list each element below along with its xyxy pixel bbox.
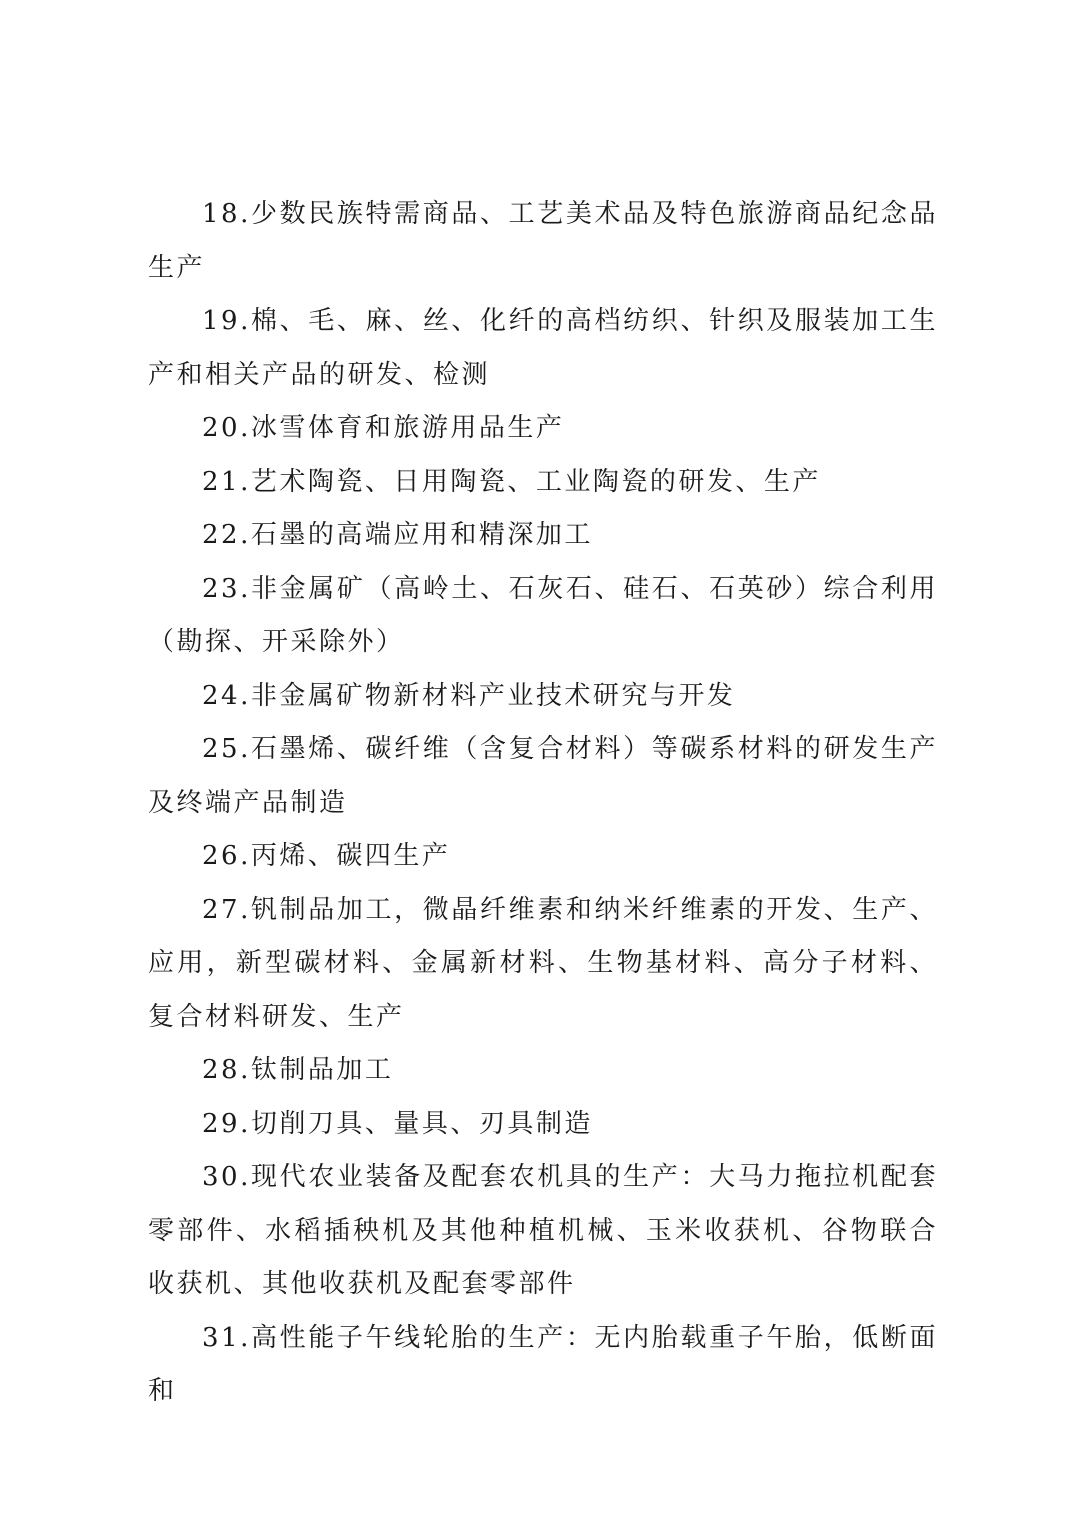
list-item: 18.少数民族特需商品、工艺美术品及特色旅游商品纪念品生产 <box>148 199 938 283</box>
list-item: 31.高性能子午线轮胎的生产：无内胎载重子午胎，低断面和 <box>148 1322 938 1406</box>
list-item: 21.艺术陶瓷、日用陶瓷、工业陶瓷的研发、生产 <box>202 466 821 497</box>
list-item: 29.切削刀具、量具、刃具制造 <box>202 1108 593 1139</box>
list-item: 23.非金属矿（高岭土、石灰石、硅石、石英砂）综合利用（勘探、开采除外） <box>148 573 938 657</box>
list-item: 28.钛制品加工 <box>202 1055 394 1085</box>
list-item: 24.非金属矿物新材料产业技术研究与开发 <box>202 680 736 711</box>
list-item: 27.钒制品加工，微晶纤维素和纳米纤维素的开发、生产、应用，新型碳材料、金属新材料、生物基材料、高分子材料、复合材料研发、生产 <box>148 894 938 1032</box>
list-item: 25.石墨烯、碳纤维（含复合材料）等碳系材料的研发生产及终端产品制造 <box>148 734 938 818</box>
list-item: 26.丙烯、碳四生产 <box>202 841 451 871</box>
document-body <box>148 188 938 1419</box>
list-item: 19.棉、毛、麻、丝、化纤的高档纺织、针织及服装加工生产和相关产品的研发、检测 <box>148 306 938 390</box>
list-item: 22.石墨的高端应用和精深加工 <box>202 520 593 550</box>
list-item: 30.现代农业装备及配套农机具的生产：大马力拖拉机配套零部件、水稻插秧机及其他种植机械、玉米收获机、谷物联合收获机、其他收获机及配套零部件 <box>148 1162 938 1299</box>
list-item: 20.冰雪体育和旅游用品生产 <box>202 413 565 443</box>
